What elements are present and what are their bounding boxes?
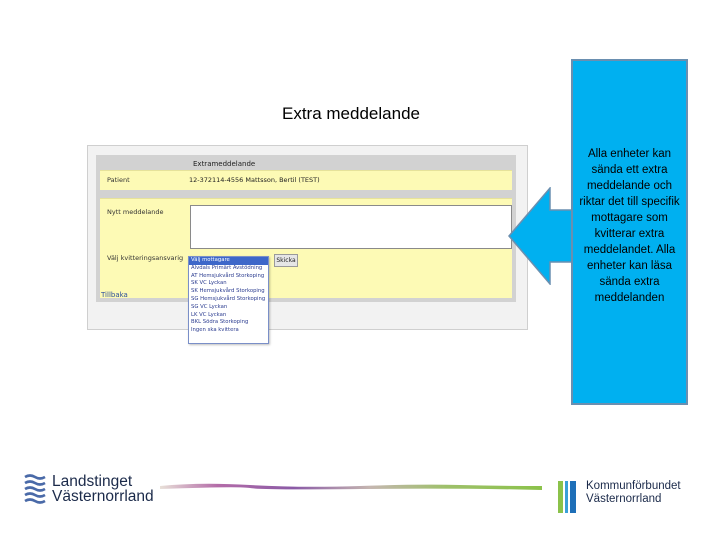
- dropdown-option[interactable]: LK VC Lyckan: [191, 311, 227, 318]
- patient-label: Patient: [107, 176, 130, 184]
- dropdown-option[interactable]: BKL Södra Storkoping: [191, 319, 249, 326]
- dropdown-option[interactable]: AT Hemsjukvård Storkoping: [191, 272, 265, 279]
- callout-arrow-shape: [508, 187, 574, 285]
- callout-text: Alla enheter kan sända ett extra meddelande och riktar det till specifik mottagare som kvitterar extra meddelandet. Alla enheter kan läsa sända extra meddelanden: [579, 148, 680, 304]
- recipient-dropdown[interactable]: [188, 256, 269, 344]
- extra-message-form: [96, 155, 516, 302]
- dropdown-option[interactable]: Alvdals Primärt Avstödning: [191, 264, 263, 271]
- dropdown-option[interactable]: SG VC Lyckan: [191, 303, 228, 310]
- landstinget-wave-logo-icon: [24, 474, 46, 506]
- kommunforbundet-wordmark: [586, 480, 681, 506]
- new-message-label: Nytt meddelande: [107, 208, 164, 216]
- receipt-label: Välj kvitteringsansvarig: [107, 254, 184, 262]
- landstinget-line2: Västernorrland: [52, 488, 154, 505]
- dropdown-option[interactable]: SK VC Lyckan: [191, 280, 227, 287]
- kommunforbundet-logo-icon: [558, 481, 582, 513]
- landstinget-line1: Landstinget: [52, 473, 133, 490]
- slide-title: Extra meddelande: [282, 104, 420, 123]
- dropdown-option[interactable]: SK Hemsjukvård Storkoping: [191, 288, 265, 295]
- landstinget-wordmark: [52, 474, 154, 504]
- dropdown-option[interactable]: SG Hemsjukvård Storkoping: [191, 295, 266, 302]
- decorative-stripe: [160, 481, 542, 491]
- back-link[interactable]: Tillbaka: [101, 291, 128, 299]
- kommunforbundet-line2: Västernorrland: [586, 493, 662, 505]
- dropdown-option[interactable]: Ingen ska kvittera: [191, 327, 239, 334]
- message-row: [100, 198, 512, 298]
- patient-value: 12-372114-4556 Mattsson, Bertil (TEST): [189, 176, 320, 184]
- screenshot-panel: [87, 145, 528, 330]
- form-header: Extrameddelande: [193, 160, 256, 168]
- patient-row: [100, 170, 512, 190]
- send-button[interactable]: Skicka: [274, 254, 298, 267]
- new-message-textarea[interactable]: [190, 205, 512, 249]
- dropdown-option[interactable]: Välj mottagare: [189, 257, 268, 265]
- kommunforbundet-line1: Kommunförbundet: [586, 480, 681, 492]
